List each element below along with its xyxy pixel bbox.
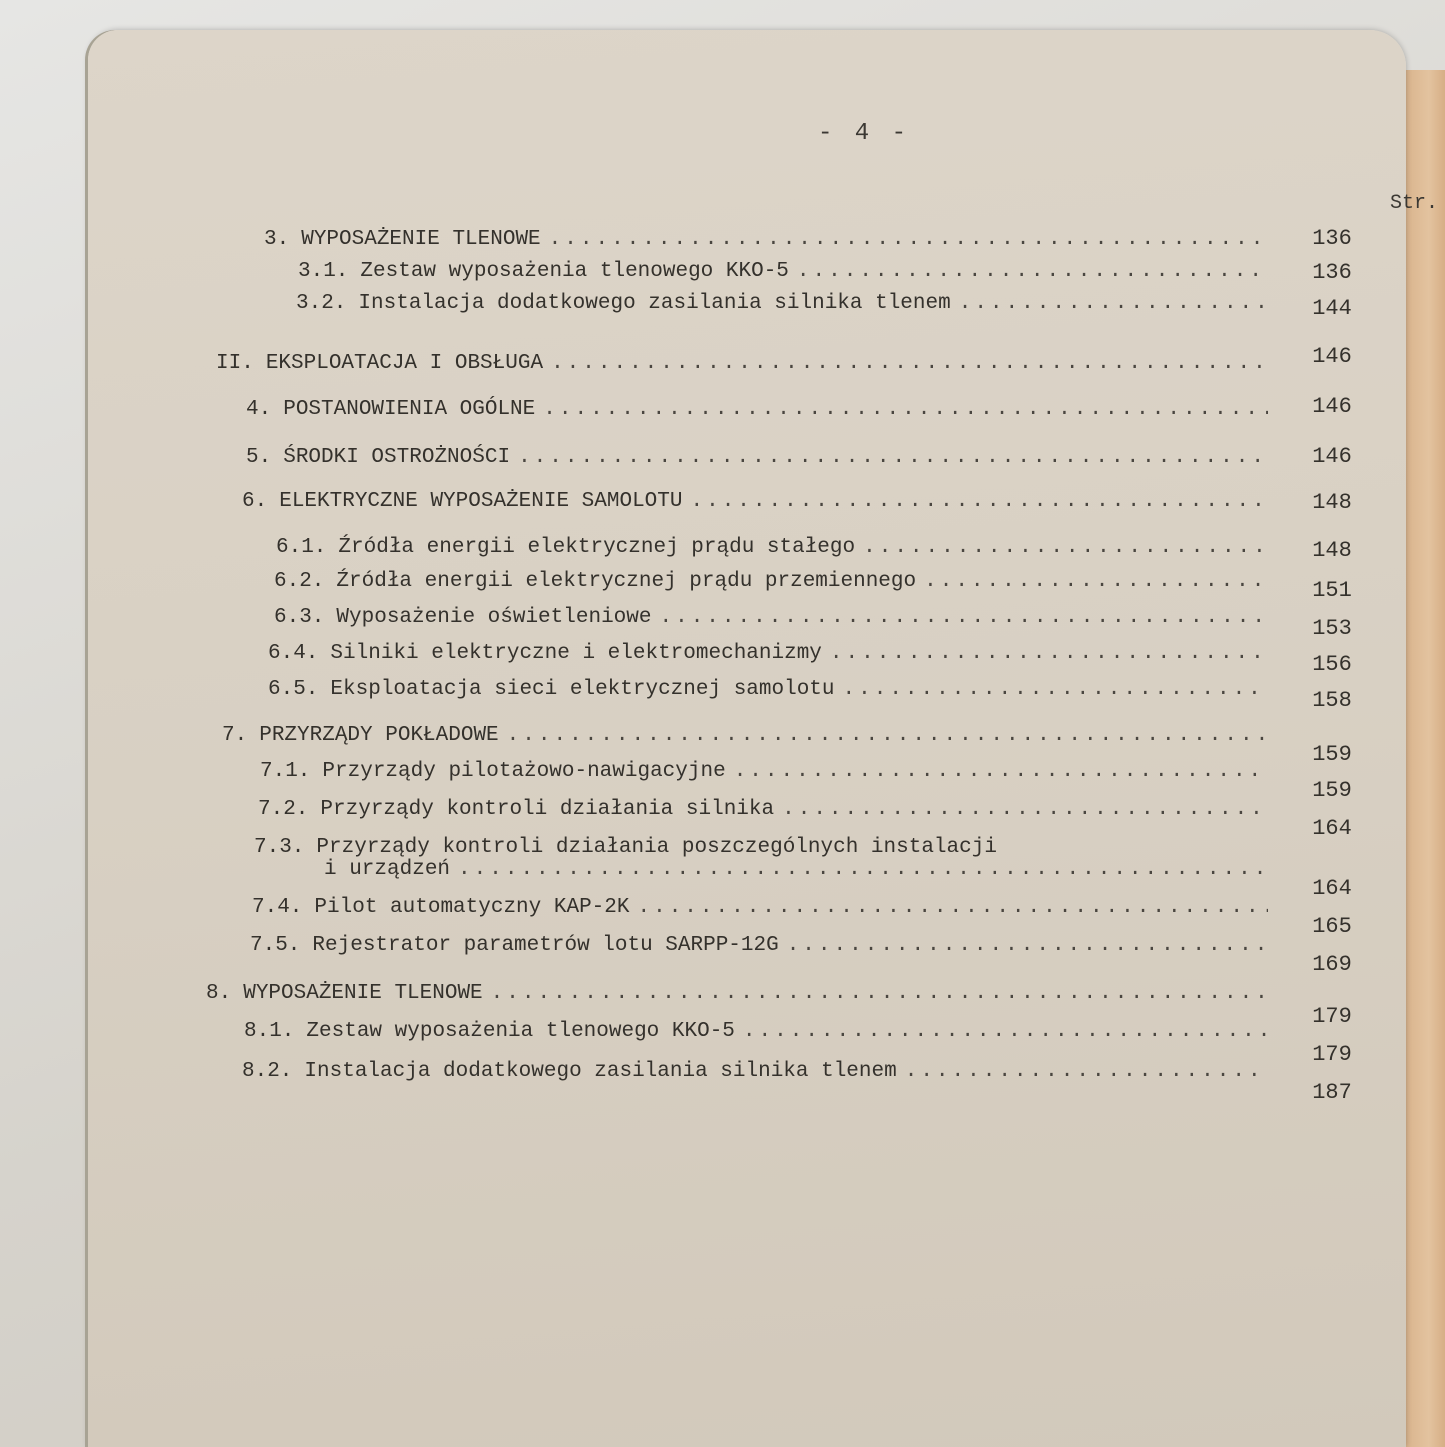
toc-leader-dots: [787, 934, 1268, 957]
toc-entry-number: 3.2.: [296, 292, 347, 315]
toc-leader-dots: [863, 536, 1268, 559]
toc-entry-page: 146: [1312, 394, 1352, 419]
toc-entry: [246, 446, 1276, 478]
toc-entry: [296, 292, 1276, 324]
toc-entry-number: 3.1.: [298, 260, 349, 283]
toc-entry-title: POSTANOWIENIA OGÓLNE: [283, 398, 536, 421]
toc-leader-dots: [518, 446, 1268, 469]
toc-entry-title: ELEKTRYCZNE WYPOSAŻENIE SAMOLOTU: [279, 490, 683, 513]
toc-entry-page: 151: [1312, 578, 1352, 603]
toc-entry-page: 158: [1312, 688, 1352, 713]
toc-entry: [250, 934, 1276, 966]
toc-entry-page: 159: [1312, 742, 1352, 767]
toc-leader-dots: [924, 570, 1268, 593]
toc-entry-title: Przyrządy kontroli działania silnika: [320, 798, 775, 821]
toc-entry-title-line2: i urządzeń: [324, 858, 451, 881]
toc-entry: [206, 982, 1276, 1014]
toc-entry-page: 187: [1312, 1080, 1352, 1105]
toc-entry-number: 7.: [222, 724, 248, 747]
toc-entry-title: Wyposażenie oświetleniowe: [336, 606, 652, 629]
toc-entry-title: Źródła energii elektrycznej prądu przemiennego: [336, 570, 917, 593]
book-cover-edge: [1405, 70, 1445, 1447]
toc-entry-number: 6.1.: [276, 536, 327, 559]
toc-leader-dots: [782, 798, 1268, 821]
toc-entry-number: 6.2.: [274, 570, 325, 593]
toc-entry-page: 146: [1312, 444, 1352, 469]
toc-entry-page: 179: [1312, 1004, 1352, 1029]
toc-entry-page: 169: [1312, 952, 1352, 977]
toc-entry: [268, 678, 1276, 710]
toc-entry: [260, 760, 1276, 792]
toc-leader-dots: [507, 724, 1268, 747]
toc-entry-number: 6.4.: [268, 642, 319, 665]
toc-entry: [274, 570, 1276, 602]
toc-leader-dots: [797, 260, 1268, 283]
toc-entry-title: Przyrządy kontroli działania poszczególnych instalacji: [316, 836, 997, 859]
toc-leader-dots: [905, 1060, 1268, 1083]
toc-entry-title: EKSPLOATACJA I OBSŁUGA: [265, 352, 544, 375]
toc-leader-dots: [491, 982, 1268, 1005]
toc-entry-page: 164: [1312, 876, 1352, 901]
toc-entry-number: 8.2.: [242, 1060, 293, 1083]
toc-entry-title: Zestaw wyposażenia tlenowego KKO-5: [360, 260, 789, 283]
toc-entry-page: 179: [1312, 1042, 1352, 1067]
toc-leader-dots: [543, 398, 1268, 421]
toc-entry: [246, 398, 1276, 430]
toc-leader-dots: [637, 896, 1268, 919]
toc-leader-dots: [959, 292, 1268, 315]
toc-leader-dots: [458, 858, 1268, 881]
toc-entry-number: II.: [216, 352, 254, 375]
toc-leader-dots: [743, 1020, 1268, 1043]
toc-leader-dots: [843, 678, 1268, 701]
toc-entry: [244, 1020, 1276, 1052]
toc-entry-title: Źródła energii elektrycznej prądu stałego: [338, 536, 856, 559]
toc-entry-title: Zestaw wyposażenia tlenowego KKO-5: [306, 1020, 735, 1043]
toc-entry-title: WYPOSAŻENIE TLENOWE: [301, 228, 541, 251]
toc-entry-number: 6.5.: [268, 678, 319, 701]
toc-entry-page: 146: [1312, 344, 1352, 369]
page-column-label: Str.: [1390, 192, 1439, 215]
toc-entry: [274, 606, 1276, 638]
toc-entry: [264, 228, 1276, 260]
toc-entry-title: Przyrządy pilotażowo-nawigacyjne: [322, 760, 726, 783]
toc-entry-page: 165: [1312, 914, 1352, 939]
toc-leader-dots: [734, 760, 1268, 783]
toc-entry: [222, 724, 1276, 756]
toc-entry: [268, 642, 1276, 674]
toc-entry-number: 6.3.: [274, 606, 325, 629]
toc-entry-number: 8.: [206, 982, 232, 1005]
toc-entry: [252, 896, 1276, 928]
toc-leader-dots: [659, 606, 1268, 629]
toc-entry-number: 7.2.: [258, 798, 309, 821]
toc-entry-page: 136: [1312, 260, 1352, 285]
toc-entry-title: Rejestrator parametrów lotu SARPP-12G: [312, 934, 779, 957]
toc-entry-page: 148: [1312, 490, 1352, 515]
page-number: - 4 -: [818, 120, 911, 147]
toc-entry-title: WYPOSAŻENIE TLENOWE: [243, 982, 483, 1005]
toc-entry-title: Silniki elektryczne i elektromechanizmy: [330, 642, 822, 665]
toc-entry-title: Instalacja dodatkowego zasilania silnika tlenem: [304, 1060, 897, 1083]
toc-entry: [254, 836, 1276, 892]
toc-entry-number: 7.1.: [260, 760, 311, 783]
toc-leader-dots: [551, 352, 1268, 375]
toc-entry: [276, 536, 1276, 568]
toc-entry-page: 136: [1312, 226, 1352, 251]
toc-entry: [242, 490, 1276, 522]
toc-entry-number: 7.3.: [254, 836, 305, 859]
toc-entry-title: ŚRODKI OSTROŻNOŚCI: [283, 446, 511, 469]
toc-entry: [258, 798, 1276, 830]
toc-entry-number: 7.4.: [252, 896, 303, 919]
toc-entry-title: Instalacja dodatkowego zasilania silnika tlenem: [358, 292, 951, 315]
toc-entry-page: 159: [1312, 778, 1352, 803]
toc-entry: [242, 1060, 1276, 1092]
toc-entry-number: 5.: [246, 446, 272, 469]
toc-entry-title-continuation: [324, 858, 1276, 881]
toc-entry-number: 7.5.: [250, 934, 301, 957]
toc-entry: [298, 260, 1276, 292]
toc-entry-page: 164: [1312, 816, 1352, 841]
toc-leader-dots: [690, 490, 1268, 513]
toc-entry: [216, 352, 1276, 384]
toc-entry-title: PRZYRZĄDY POKŁADOWE: [259, 724, 499, 747]
toc-entry-number: 3.: [264, 228, 290, 251]
toc-entry-number: 6.: [242, 490, 268, 513]
toc-entry-number: 4.: [246, 398, 272, 421]
toc-entry-page: 156: [1312, 652, 1352, 677]
toc-entry-title: Eksploatacja sieci elektrycznej samolotu: [330, 678, 835, 701]
toc-leader-dots: [549, 228, 1268, 251]
toc-entry-title: Pilot automatyczny KAP-2K: [314, 896, 630, 919]
document-page: [88, 30, 1439, 1447]
toc-entry-page: 144: [1312, 296, 1352, 321]
toc-entry-number: 8.1.: [244, 1020, 295, 1043]
toc-entry-page: 153: [1312, 616, 1352, 641]
toc-entry-page: 148: [1312, 538, 1352, 563]
toc-leader-dots: [830, 642, 1268, 665]
